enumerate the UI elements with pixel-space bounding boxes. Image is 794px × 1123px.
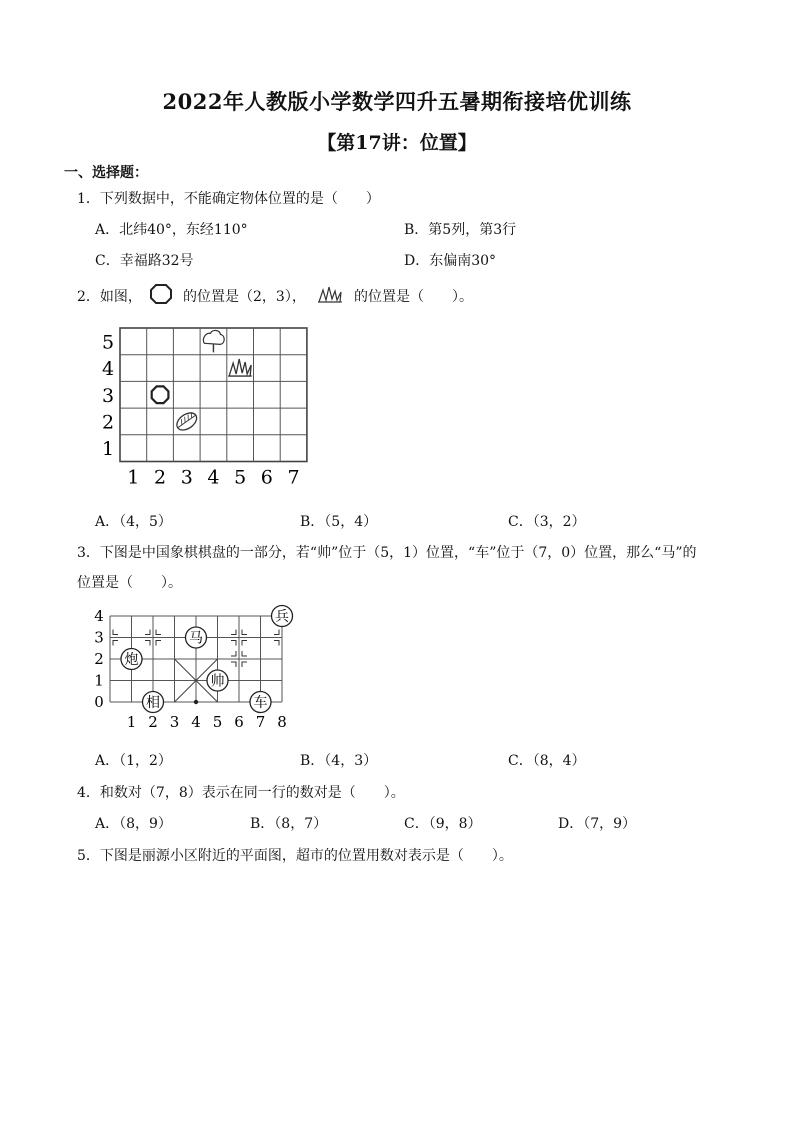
x-tick-label: 6 [234,713,244,731]
position-marker [242,641,247,646]
y-tick-label: 2 [94,650,104,668]
q3-option-b: B．（4，3） [300,753,378,769]
x-tick-label: 1 [126,713,137,731]
x-tick-label: 7 [287,466,300,489]
y-tick-label: 1 [101,438,115,461]
grass-icon [315,282,345,306]
chess-piece-label: 相 [146,695,160,711]
y-tick-label: 0 [94,693,104,711]
position-marker [242,630,247,635]
x-tick-label: 5 [234,466,247,489]
q2-option-a: A．（4，5） [95,514,172,530]
x-tick-label: 2 [148,713,158,731]
x-tick-label: 8 [277,713,287,731]
q3-stem-line2: 位置是（ ）。 [77,575,182,591]
position-marker [145,630,150,635]
coordinate-grid [90,318,320,490]
x-tick-label: 5 [212,713,223,731]
q2-option-b: B．（5，4） [300,514,378,530]
q5-stem: 5．下图是丽源小区附近的平面图，超市的位置用数对表示是（ ）。 [77,848,513,864]
q4-stem: 4．和数对（7，8）表示在同一行的数对是（ ）。 [77,785,405,801]
position-marker [156,630,161,635]
y-tick-label: 4 [94,607,104,625]
q3-option-c: C．（8，4） [508,753,586,769]
q1-option-d: D．东偏南30° [404,253,497,269]
position-marker [242,651,247,656]
q4-option-a: A．（8，9） [95,816,172,832]
q4-option-b: B．（8，7） [250,816,328,832]
q2-stem-part3: 的位置是（ ）。 [354,289,473,305]
board-dot [194,700,198,704]
q1-option-b: B．第5列，第3行 [404,222,517,238]
q3-option-a: A．（1，2） [95,753,172,769]
x-tick-label: 3 [169,713,180,731]
position-marker [113,641,118,646]
section-heading: 一、选择题： [64,165,148,181]
q2-stem-part2: 的位置是（2，3）， [183,289,306,305]
q4-option-c: C．（9，8） [404,816,482,832]
y-tick-label: 4 [101,358,115,381]
position-marker [231,651,236,656]
lesson-subtitle: 【第17讲：位置】 [317,132,477,154]
position-marker [113,630,118,635]
position-marker [145,641,150,646]
y-tick-label: 2 [101,411,115,434]
q3-stem-line1: 3．下图是中国象棋棋盘的一部分，若“帅”位于（5，1）位置，“车”位于（7，0）位置，那么“马”的 [77,545,697,561]
position-marker [231,641,236,646]
chess-piece-label: 帅 [210,673,225,690]
grass-icon [228,359,252,376]
q2-stem-part1: 2．如图， [77,289,142,305]
position-marker [231,662,236,667]
chess-piece-label: 车 [253,695,268,711]
octagon-icon [148,282,174,306]
x-tick-label: 6 [260,466,273,489]
x-tick-label: 7 [255,713,266,731]
q1-stem: 1．下列数据中，不能确定物体位置的是（ ） [77,191,380,207]
x-tick-label: 2 [154,466,167,489]
tree-icon [203,330,224,352]
position-marker [274,630,279,635]
position-marker [156,641,161,646]
y-tick-label: 5 [101,331,115,354]
chess-piece-label: 马 [189,630,203,647]
position-marker [231,630,236,635]
q1-option-a: A．北纬40°，东经110° [95,222,248,238]
position-marker [242,662,247,667]
x-tick-label: 4 [207,466,220,489]
chess-piece-label: 炮 [124,652,139,668]
chess-piece-label: 兵 [275,609,289,625]
x-tick-label: 3 [180,466,193,489]
x-tick-label: 4 [191,713,201,731]
position-marker [274,641,279,646]
q4-option-d: D．（7，9） [558,816,637,832]
y-tick-label: 1 [94,671,104,690]
octagon-icon [152,386,169,403]
q1-option-c: C．幸福路32号 [95,253,194,269]
q2-option-c: C．（3，2） [508,514,586,530]
chess-board [90,604,300,734]
y-tick-label: 3 [94,628,104,647]
x-tick-label: 1 [127,466,140,489]
leaf-icon [174,409,200,433]
y-tick-label: 3 [101,384,115,407]
document-title: 2022年人教版小学数学四升五暑期衔接培优训练 [162,89,632,114]
